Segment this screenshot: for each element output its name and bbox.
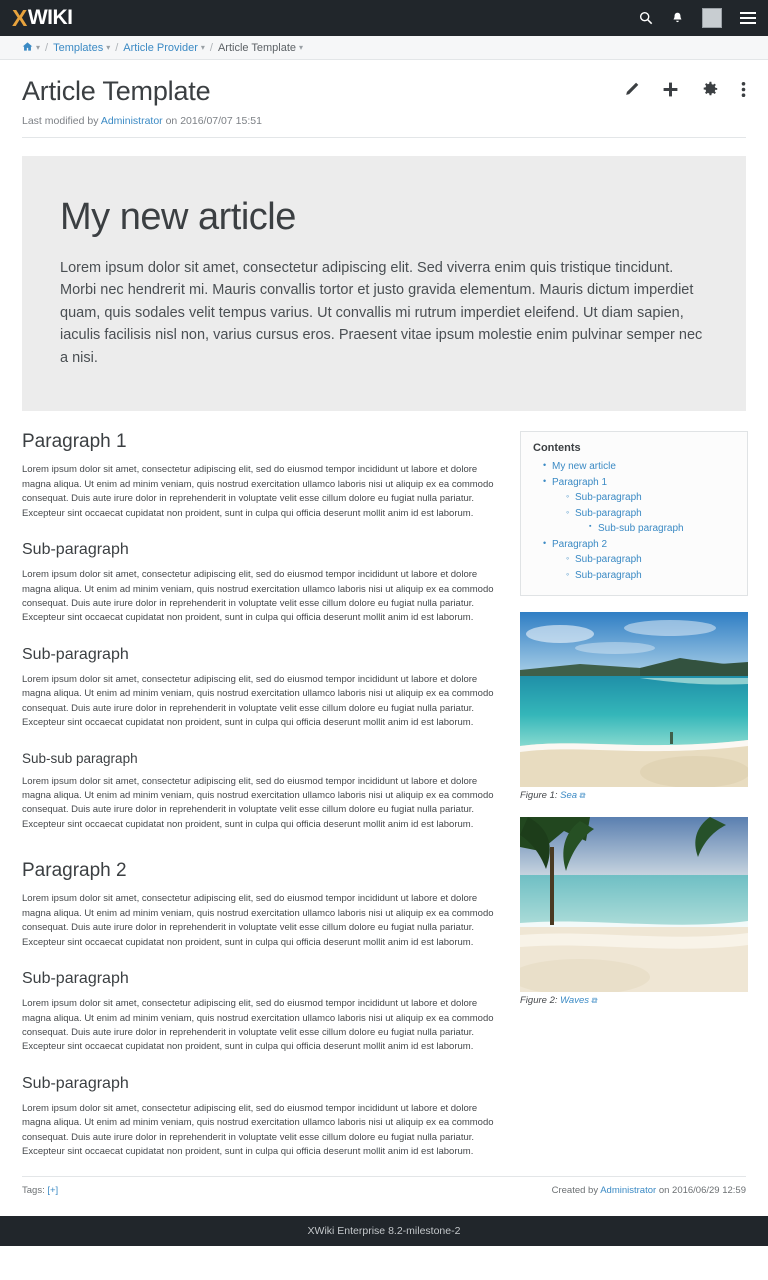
toc-sublist (552, 552, 735, 583)
page-header (0, 60, 768, 137)
paragraph-text: Lorem ipsum dolor sit amet, consectetur adipiscing elit, sed do eiusmod tempor incididunt ut labore et dolore magna aliqua. Ut enim ad minim veniam, quis nostrud exercitation ullamco laboris nisi ut aliquip ex ea commodo consequat. Duis aute irure dolor in reprehenderit in voluptate velit esse cillum dolore eu fugiat nulla pariatur. Excepteur sint occaecat cupidatat non proident, sunt in culpa qui officia deserunt mollit anim id est laborum. (22, 569, 494, 624)
hero-title: My new article (60, 196, 296, 238)
settings-gear-icon[interactable] (701, 80, 719, 101)
heading-paragraph-2: Paragraph 2 (22, 860, 127, 882)
breadcrumb-separator: / (45, 41, 49, 54)
page-actions (623, 80, 746, 101)
external-link-icon: ⧉ (579, 791, 585, 801)
breadcrumb-caret-icon[interactable]: ▾ (36, 43, 41, 52)
breadcrumb-separator: / (115, 41, 119, 54)
last-modified-info (22, 115, 746, 137)
heading-sub-paragraph-4: Sub-paragraph (22, 1074, 129, 1092)
version-text: XWiki Enterprise 8.2-milestone-2 (307, 1224, 461, 1237)
sidebar (520, 431, 748, 1006)
last-modified-author-link[interactable]: Administrator (100, 115, 163, 127)
version-footer-bar (0, 1216, 768, 1246)
heading-sub-paragraph-3: Sub-paragraph (22, 970, 129, 988)
heading-sub-paragraph-1: Sub-paragraph (22, 541, 129, 559)
toc-sublist (575, 521, 735, 537)
breadcrumb-separator: / (209, 41, 213, 54)
document-footer (22, 1176, 746, 1206)
figure-1-link[interactable]: Sea (560, 790, 578, 802)
list-item[interactable] (543, 475, 735, 537)
heading-paragraph-1: Paragraph 1 (22, 431, 127, 453)
heading-sub-paragraph-2: Sub-paragraph (22, 645, 129, 663)
breadcrumb-item-article-provider[interactable]: Article Provider (123, 41, 198, 54)
paragraph-text: Lorem ipsum dolor sit amet, consectetur adipiscing elit, sed do eiusmod tempor incididunt ut labore et dolore magna aliqua. Ut enim ad minim veniam, quis nostrud exercitation ullamco laboris nisi ut aliquip ex ea commodo consequat. Duis aute irure dolor in reprehenderit in voluptate velit esse cillum dolore eu fugiat nulla pariatur. Excepteur sint occaecat cupidatat non proident, sunt in culpa qui officia deserunt mollit anim id est laborum. (22, 775, 494, 830)
page-title: Article Template (22, 76, 211, 106)
menu-icon[interactable] (740, 12, 756, 24)
toc-list (533, 459, 735, 583)
paragraph-text: Lorem ipsum dolor sit amet, consectetur adipiscing elit, sed do eiusmod tempor incididunt ut labore et dolore magna aliqua. Ut enim ad minim veniam, quis nostrud exercitation ullamco laboris nisi ut aliquip ex ea commodo consequat. Duis aute irure dolor in reprehenderit in voluptate velit esse cillum dolore eu fugiat nulla pariatur. Excepteur sint occaecat cupidatat non proident, sunt in culpa qui officia deserunt mollit anim id est laborum. (22, 464, 494, 519)
paragraph-text: Lorem ipsum dolor sit amet, consectetur adipiscing elit, sed do eiusmod tempor incididunt ut labore et dolore magna aliqua. Ut enim ad minim veniam, quis nostrud exercitation ullamco laboris nisi ut aliquip ex ea commodo consequat. Duis aute irure dolor in reprehenderit in voluptate velit esse cillum dolore eu fugiat nulla pariatur. Excepteur sint occaecat cupidatat non proident, sunt in culpa qui officia deserunt mollit anim id est laborum. (22, 673, 494, 729)
breadcrumb-item-article-template: Article Template (217, 41, 297, 54)
waves-photo (520, 817, 748, 992)
edit-pencil-icon[interactable] (623, 81, 640, 101)
xwiki-logo[interactable] (12, 5, 73, 32)
breadcrumb-item-templates[interactable]: Templates (53, 41, 104, 54)
user-avatar[interactable] (702, 8, 722, 28)
tags-label: Tags: (22, 1184, 45, 1196)
search-icon[interactable] (639, 11, 653, 25)
list-item[interactable] (566, 568, 735, 584)
list-item[interactable] (566, 490, 735, 506)
add-plus-icon[interactable] (662, 81, 679, 101)
figure-2-link[interactable]: Waves (560, 995, 590, 1007)
breadcrumb (0, 36, 768, 60)
sea-photo (520, 612, 748, 787)
paragraph-text: Lorem ipsum dolor sit amet, consectetur adipiscing elit, sed do eiusmod tempor incididunt ut labore et dolore magna aliqua. Ut enim ad minim veniam, quis nostrud exercitation ullamco laboris nisi ut aliquip ex ea commodo consequat. Duis aute irure dolor in reprehenderit in voluptate velit esse cillum dolore eu fugiat nulla pariatur. Excepteur sint occaecat cupidatat non proident, sunt in culpa qui officia deserunt mollit anim id est laborum. (22, 998, 494, 1053)
created-author-link[interactable]: Administrator (600, 1184, 657, 1196)
toc-sublist (552, 490, 735, 537)
toc-link[interactable]: My new article (552, 461, 616, 473)
toc-link[interactable]: Sub-paragraph (575, 554, 642, 566)
list-item[interactable] (543, 459, 735, 475)
notifications-bell-icon[interactable] (671, 11, 684, 25)
created-info (552, 1185, 746, 1196)
paragraph-text: Lorem ipsum dolor sit amet, consectetur adipiscing elit, sed do eiusmod tempor incididunt ut labore et dolore magna aliqua. Ut enim ad minim veniam, quis nostrud exercitation ullamco laboris nisi ut aliquip ex ea commodo consequat. Duis aute irure dolor in reprehenderit in voluptate velit esse cillum dolore eu fugiat nulla pariatur. Excepteur sint occaecat cupidatat non proident, sunt in culpa qui officia deserunt mollit anim id est laborum. (22, 1102, 494, 1158)
header-divider (22, 137, 746, 138)
breadcrumb-caret-icon[interactable]: ▾ (106, 43, 111, 52)
toc-title: Contents (533, 442, 581, 455)
more-options-icon[interactable] (741, 81, 746, 101)
figure-1 (520, 612, 748, 801)
list-item[interactable] (543, 537, 735, 584)
top-navigation-bar (0, 0, 768, 36)
hero-section (22, 156, 746, 411)
figure-1-label: Figure 1: (520, 790, 558, 802)
created-date: on 2016/06/29 12:59 (658, 1184, 746, 1196)
toc-link[interactable]: Sub-sub paragraph (598, 523, 684, 535)
logo-text: WIKI (27, 6, 73, 29)
logo-x-mark: X (12, 4, 27, 31)
created-prefix: Created by (551, 1184, 599, 1196)
figure-2-label: Figure 2: (520, 995, 558, 1007)
list-item[interactable] (589, 521, 735, 537)
last-modified-prefix: Last modified by (22, 115, 99, 127)
content-area (0, 411, 768, 1159)
list-item[interactable] (566, 552, 735, 568)
heading-sub-sub-paragraph: Sub-sub paragraph (22, 750, 138, 766)
figure-2-caption (520, 995, 748, 1006)
figure-1-caption (520, 790, 748, 801)
toc-link[interactable]: Sub-paragraph (575, 569, 642, 581)
last-modified-date: on 2016/07/07 15:51 (165, 115, 262, 127)
figure-2 (520, 817, 748, 1006)
article-body (22, 431, 500, 1159)
external-link-icon: ⧉ (591, 996, 597, 1006)
hero-paragraph: Lorem ipsum dolor sit amet, consectetur adipiscing elit. Sed viverra enim quis tristique tincidunt. Morbi nec hendrerit mi. Mauris convallis tortor et justo gravida elementum. Mauris dictum imperdiet quam, quis sodales velit tempus varius. Ut convallis mi rutrum imperdiet eleifend. Ut diam sapien, iaculis facilisis nisl non, varius cursus eros. Praesent vitae ipsum molestie enim pulvinar semper nec a nisi. (60, 260, 703, 366)
breadcrumb-caret-icon[interactable]: ▾ (299, 43, 304, 52)
tags-expand-toggle[interactable]: [+] (47, 1184, 59, 1196)
toc-link[interactable]: Sub-paragraph (575, 507, 642, 519)
list-item[interactable] (566, 506, 735, 537)
toc-link[interactable]: Paragraph 2 (552, 538, 608, 550)
breadcrumb-caret-icon[interactable]: ▾ (200, 43, 205, 52)
toc-link[interactable]: Paragraph 1 (552, 476, 608, 488)
paragraph-text: Lorem ipsum dolor sit amet, consectetur adipiscing elit, sed do eiusmod tempor incididunt ut labore et dolore magna aliqua. Ut enim ad minim veniam, quis nostrud exercitation ullamco laboris nisi ut aliquip ex ea commodo consequat. Duis aute irure dolor in reprehenderit in voluptate velit esse cillum dolore eu fugiat nulla pariatur. Excepteur sint occaecat cupidatat non proident, sunt in culpa qui officia deserunt mollit anim id est laborum. (22, 893, 494, 948)
table-of-contents (520, 431, 748, 596)
toc-link[interactable]: Sub-paragraph (575, 492, 642, 504)
home-icon[interactable] (22, 41, 33, 55)
top-bar-actions (639, 8, 756, 28)
